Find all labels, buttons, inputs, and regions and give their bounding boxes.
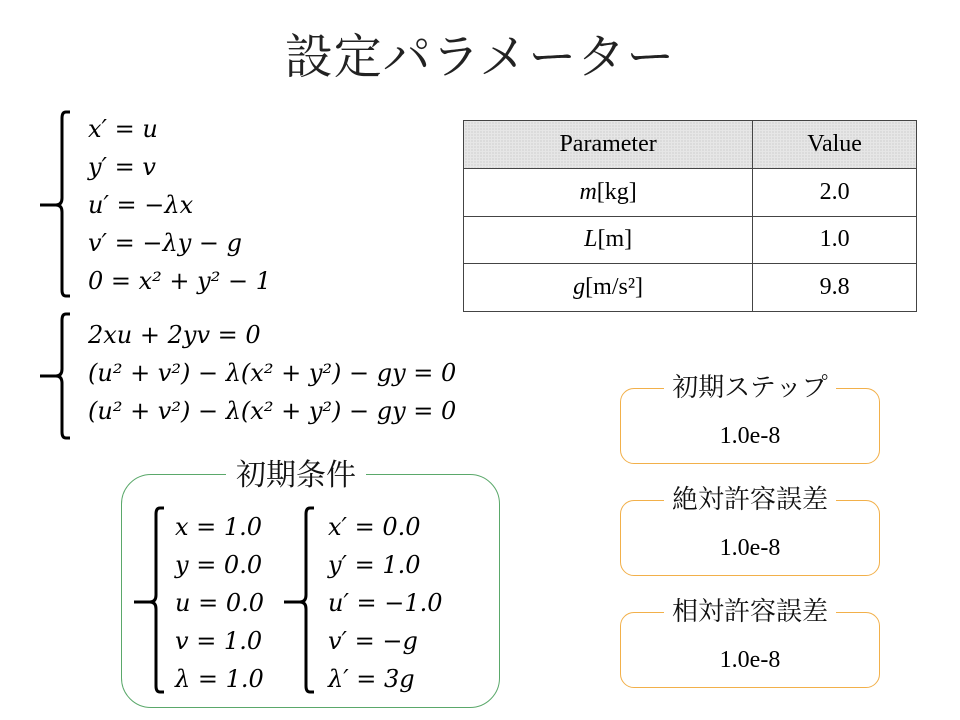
initial-value: y = 0.0 — [175, 551, 263, 579]
column-header-value: Value — [753, 121, 917, 169]
equation-line: v′ = −λy − g — [88, 229, 242, 257]
setting-label: 初期ステップ — [664, 373, 835, 403]
param-value-cell: 1.0 — [753, 216, 917, 264]
initial-derivative: u′ = −1.0 — [328, 589, 443, 617]
table-row — [464, 216, 917, 264]
equation-system-1 — [88, 110, 271, 300]
setting-value: 1.0e-8 — [719, 423, 781, 449]
param-value-cell: 2.0 — [753, 168, 917, 216]
initial-value: x = 1.0 — [175, 513, 263, 541]
initial-derivative: v′ = −g — [328, 627, 418, 655]
brace-initial-derivatives — [282, 506, 322, 696]
brace-system2 — [38, 312, 78, 442]
equation-line: 2xu + 2yv = 0 — [88, 321, 261, 349]
param-value-cell: 9.8 — [753, 264, 917, 312]
column-header-parameter: Parameter — [464, 121, 753, 169]
initial-derivative: y′ = 1.0 — [328, 551, 421, 579]
equation-line: (u² + v²) − λ(x² + y²) − gy = 0 — [88, 397, 457, 425]
param-unit: [m/s²] — [585, 274, 644, 301]
parameter-table — [463, 120, 917, 312]
param-unit: [kg] — [596, 178, 637, 205]
initial-derivative: λ′ = 3g — [328, 665, 415, 693]
initial-value: λ = 1.0 — [175, 665, 264, 693]
equation-line: (u² + v²) − λ(x² + y²) − gy = 0 — [88, 359, 457, 387]
equation-line: y′ = v — [88, 153, 156, 181]
initial-value: v = 1.0 — [175, 627, 263, 655]
setting-label: 絶対許容誤差 — [664, 485, 836, 515]
equation-line: 0 = x² + y² − 1 — [88, 267, 271, 295]
equation-system-2 — [88, 316, 456, 430]
initial-values-list — [175, 508, 264, 698]
setting-initial-step — [620, 373, 880, 464]
table-header-row — [464, 121, 917, 169]
initial-derivative: x′ = 0.0 — [328, 513, 421, 541]
param-name-cell — [464, 168, 753, 216]
table-row — [464, 264, 917, 312]
setting-relative-tolerance — [620, 597, 880, 688]
param-name-cell — [464, 264, 753, 312]
param-symbol: L — [584, 226, 598, 253]
param-name-cell — [464, 216, 753, 264]
equation-line: x′ = u — [88, 115, 158, 143]
brace-initial-conditions — [132, 506, 172, 696]
brace-system1 — [38, 110, 78, 300]
setting-value: 1.0e-8 — [719, 647, 781, 673]
initial-value: u = 0.0 — [175, 589, 264, 617]
initial-derivatives-list — [328, 508, 443, 698]
param-unit: [m] — [597, 226, 633, 253]
setting-absolute-tolerance — [620, 485, 880, 576]
setting-value: 1.0e-8 — [719, 535, 781, 561]
page-title: 設定パラメーター — [284, 29, 676, 85]
param-symbol: m — [579, 178, 597, 205]
table-row — [464, 168, 917, 216]
setting-label: 相対許容誤差 — [664, 597, 836, 627]
equation-line: u′ = −λx — [88, 191, 194, 219]
param-symbol: g — [573, 274, 586, 301]
initial-conditions-label: 初期条件 — [226, 450, 366, 494]
